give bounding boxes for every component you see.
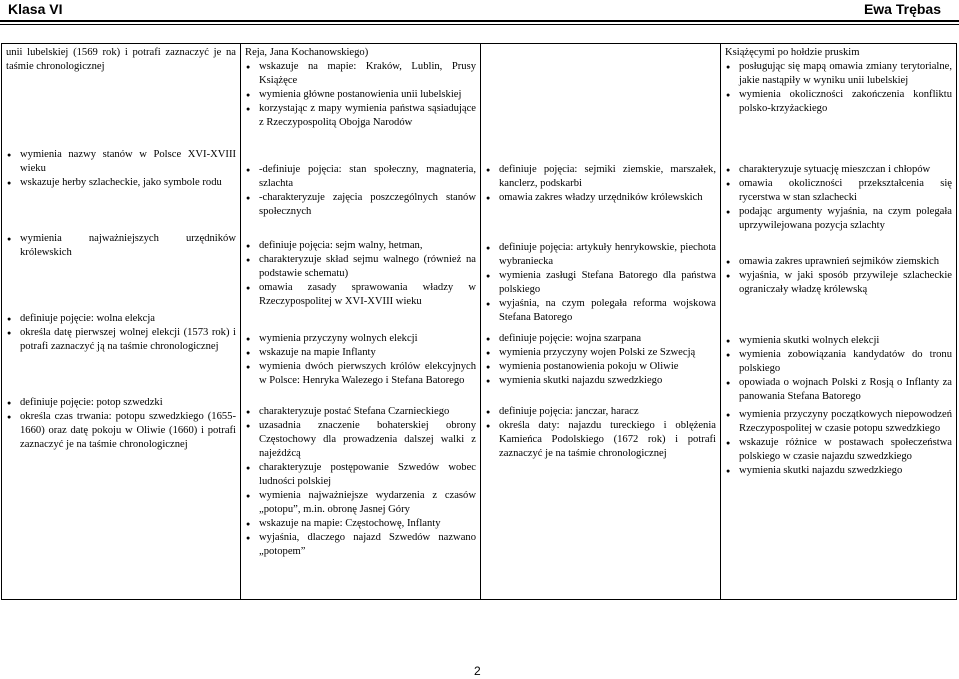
list-item: ● wymienia skutki najazdu szwedzkiego — [485, 374, 716, 388]
list-item: ● wymienia najważniejszych urzędników królewskich — [6, 232, 236, 260]
list-item: ● posługując się mapą omawia zmiany terytorialne, jakie nastąpiły w wyniku unii lubelskiej — [725, 60, 952, 88]
list-item: ● definiuje pojęcia: sejm walny, hetman, — [245, 239, 476, 253]
cell-group — [6, 148, 236, 232]
cell-group — [725, 408, 952, 478]
list-item: Reja, Jana Kochanowskiego) — [245, 47, 369, 58]
cell-group — [725, 334, 952, 408]
list-item: ● wymienia przyczyny wojen Polski ze Szwecją — [485, 346, 716, 360]
list-item: ● definiuje pojęcia: janczar, haracz — [485, 405, 716, 419]
class-label: Klasa VI — [8, 1, 63, 17]
list-item: ● -charakteryzuje zajęcia poszczególnych stanów społecznych — [245, 191, 476, 219]
list-item: ● określa czas trwania: potopu szwedzkiego (1655-1660) oraz datę pokoju w Oliwie (1660) i potrafi zaznaczyć je na taśmie chronologicznej — [6, 410, 236, 452]
list-item: ● charakteryzuje postępowanie Szwedów wobec ludności polskiej — [245, 461, 476, 489]
list-item: ● uzasadnia znaczenie bohaterskiej obrony Częstochowy dla prowadzenia dalszej walki z najeźdźcą — [245, 419, 476, 461]
list-item: ● charakteryzuje sytuację mieszczan i chłopów — [725, 163, 952, 177]
cell-group — [245, 405, 476, 559]
list-item: ● wymienia przyczyny wolnych elekcji — [245, 332, 476, 346]
list-item: ● wymienia skutki najazdu szwedzkiego — [725, 464, 952, 478]
list-item: ● wymienia postanowienia pokoju w Oliwie — [485, 360, 716, 374]
list-item: ● charakteryzuje postać Stefana Czarnieckiego — [245, 405, 476, 419]
list-item: ● definiuje pojęcia: artykuły henrykowskie, piechota wybraniecka — [485, 241, 716, 269]
cell-group — [6, 232, 236, 312]
list-item: ● wskazuje na mapie: Kraków, Lublin, Prusy Książęce — [245, 60, 476, 88]
cell-group — [485, 46, 716, 163]
list-item: ● określa datę pierwszej wolnej elekcji (1573 rok) i potrafi zaznaczyć ją na taśmie chronologicznej — [6, 326, 236, 354]
cell-group — [245, 163, 476, 239]
cell-group — [485, 332, 716, 405]
page-header — [0, 0, 959, 22]
list-item: unii lubelskiej (1569 rok) i potrafi zaznaczyć je na taśmie chronologicznej — [6, 47, 236, 72]
cell-group — [6, 312, 236, 396]
list-item: ● wyjaśnia, w jaki sposób przywileje szlacheckie ograniczały władzę królewską — [725, 269, 952, 297]
header-rule-thin — [0, 24, 959, 25]
cell-group — [485, 405, 716, 461]
table-cell — [481, 44, 721, 600]
list-item: ● definiuje pojęcie: wolna elekcja — [6, 312, 236, 326]
list-item: ● wskazuje różnice w postawach społeczeństwa polskiego w czasie najazdu szwedzkiego — [725, 436, 952, 464]
list-item: ● określa daty: najazdu tureckiego i oblężenia Kamieńca Podolskiego (1672 rok) i potrafi zaznaczyć je na taśmie chronologicznej — [485, 419, 716, 461]
list-item: ● wymienia skutki wolnych elekcji — [725, 334, 952, 348]
list-item: ● definiuje pojęcia: sejmiki ziemskie, marszałek, kanclerz, podskarbi — [485, 163, 716, 191]
list-item: ● wskazuje na mapie: Częstochowę, Inflanty — [245, 517, 476, 531]
cell-group — [485, 241, 716, 332]
list-item: ● wymienia przyczyny początkowych niepowodzeń Rzeczypospolitej w czasie potopu szwedzkiego — [725, 408, 952, 436]
cell-group — [245, 332, 476, 405]
cell-group — [725, 255, 952, 334]
table-row — [2, 44, 957, 600]
list-item: Książęcymi po hołdzie pruskim — [725, 47, 860, 58]
cell-group — [485, 163, 716, 241]
author-name: Ewa Trębas — [863, 1, 941, 17]
list-item: ● wyjaśnia, dlaczego najazd Szwedów nazwano „potopem” — [245, 531, 476, 559]
cell-group — [245, 46, 476, 163]
list-item: ● wskazuje na mapie Inflanty — [245, 346, 476, 360]
list-item: ● wymienia okoliczności zakończenia konfliktu polsko-krzyżackiego — [725, 88, 952, 116]
list-item: ● charakteryzuje skład sejmu walnego (również na podstawie schematu) — [245, 253, 476, 281]
list-item: ● wymienia zobowiązania kandydatów do tronu polskiego — [725, 348, 952, 376]
list-item: ● wymienia zasługi Stefana Batorego dla państwa polskiego — [485, 269, 716, 297]
list-item: ● omawia zasady sprawowania władzy w Rzeczypospolitej w XVI-XVIII wieku — [245, 281, 476, 309]
list-item: ● wskazuje herby szlacheckie, jako symbole rodu — [6, 176, 236, 190]
list-item: ● -definiuje pojęcia: stan społeczny, magnateria, szlachta — [245, 163, 476, 191]
page-number: 2 — [474, 664, 481, 678]
table-cell — [241, 44, 481, 600]
cell-group — [6, 396, 236, 452]
list-item: ● wymienia najważniejsze wydarzenia z czasów „potopu”, m.in. obronę Jasnej Góry — [245, 489, 476, 517]
table-cell — [2, 44, 241, 600]
requirements-table — [1, 43, 957, 600]
list-item: ● wymienia nazwy stanów w Polsce XVI-XVIII wieku — [6, 148, 236, 176]
cell-group — [245, 239, 476, 332]
list-item: ● definiuje pojęcie: wojna szarpana — [485, 332, 716, 346]
list-item: ● podając argumenty wyjaśnia, na czym polegała uprzywilejowana pozycja szlachty — [725, 205, 952, 233]
list-item: ● omawia zakres uprawnień sejmików ziemskich — [725, 255, 952, 269]
list-item: ● omawia okoliczności przekształcenia się rycerstwa w stan szlachecki — [725, 177, 952, 205]
list-item: ● wymienia główne postanowienia unii lubelskiej — [245, 88, 476, 102]
cell-group — [6, 46, 236, 148]
list-item: ● korzystając z mapy wymienia państwa sąsiadujące z Rzeczypospolitą Obojga Narodów — [245, 102, 476, 130]
list-item: ● opowiada o wojnach Polski z Rosją o Inflanty za panowania Stefana Batorego — [725, 376, 952, 404]
cell-group — [725, 46, 952, 163]
table-cell — [721, 44, 957, 600]
list-item: ● wyjaśnia, na czym polegała reforma wojskowa Stefana Batorego — [485, 297, 716, 325]
list-item: ● omawia zakres władzy urzędników królewskich — [485, 191, 716, 205]
list-item: ● definiuje pojęcie: potop szwedzki — [6, 396, 236, 410]
header-rule — [0, 20, 959, 22]
list-item: ● wymienia dwóch pierwszych królów elekcyjnych w Polsce: Henryka Walezego i Stefana Batorego — [245, 360, 476, 388]
cell-group — [725, 163, 952, 255]
